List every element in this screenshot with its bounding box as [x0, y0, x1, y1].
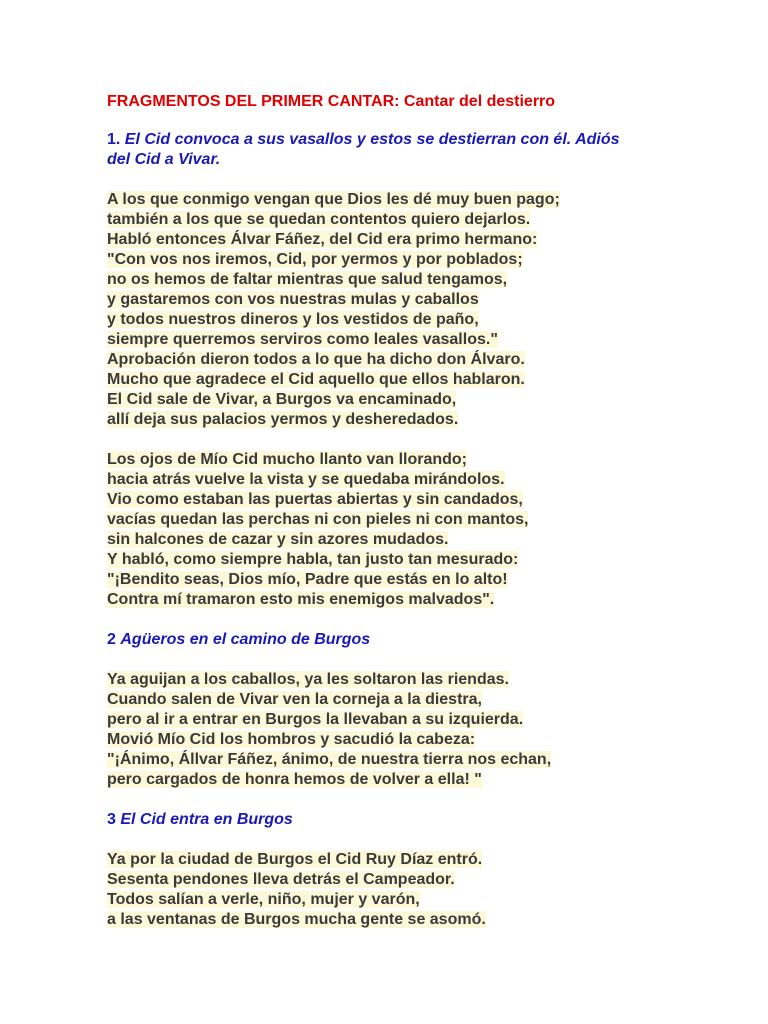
verse-line: sin halcones de cazar y sin azores mudados.	[107, 531, 449, 548]
verse-line: "¡Bendito seas, Dios mío, Padre que estás en lo alto!	[107, 571, 508, 588]
verse-line: Y habló, como siempre habla, tan justo tan mesurado:	[107, 551, 519, 568]
verse-line: pero cargados de honra hemos de volver a ella! "	[107, 771, 482, 788]
spacer	[107, 610, 747, 630]
verse-line: Movió Mío Cid los hombros y sacudió la cabeza:	[107, 731, 476, 748]
verse-line: Cuando salen de Vivar ven la corneja a la diestra,	[107, 691, 482, 708]
section-heading-text: Agüeros en el camino de Burgos	[120, 631, 371, 648]
spacer	[107, 112, 747, 130]
stanza	[107, 670, 747, 790]
verse-line: Vio como estaban las puertas abiertas y sin candados,	[107, 491, 523, 508]
document-title: FRAGMENTOS DEL PRIMER CANTAR: Cantar del destierro	[107, 93, 556, 110]
verse-line: Aprobación dieron todos a lo que ha dicho don Álvaro.	[107, 351, 525, 368]
verse-line: vacías quedan las perchas ni con pieles ni con mantos,	[107, 511, 529, 528]
verse-line: Sesenta pendones lleva detrás el Campeador.	[107, 871, 455, 888]
section-heading-2	[107, 630, 747, 650]
section-heading-1	[107, 130, 747, 170]
verse-line: El Cid sale de Vivar, a Burgos va encaminado,	[107, 391, 457, 408]
stanza	[107, 850, 747, 930]
stanza	[107, 450, 747, 610]
verse-line: Ya por la ciudad de Burgos el Cid Ruy Díaz entró.	[107, 851, 483, 868]
verse-line: "Con vos nos iremos, Cid, por yermos y por poblados;	[107, 251, 523, 268]
section-heading-text: El Cid convoca a sus vasallos y estos se destierran con él. Adiós	[124, 131, 620, 148]
stanza	[107, 190, 747, 430]
verse-line: Contra mí tramaron esto mis enemigos malvados".	[107, 591, 495, 608]
verse-line: hacia atrás vuelve la vista y se quedaba mirándolos.	[107, 471, 505, 488]
verse-line: Los ojos de Mío Cid mucho llanto van llorando;	[107, 451, 468, 468]
section-heading-text: del Cid a Vivar.	[107, 151, 221, 168]
verse-line: "¡Ánimo, Állvar Fáñez, ánimo, de nuestra tierra nos echan,	[107, 751, 552, 768]
verse-line: no os hemos de faltar mientras que salud tengamos,	[107, 271, 508, 288]
verse-line: A los que conmigo vengan que Dios les dé muy buen pago;	[107, 191, 560, 208]
verse-line: Habló entonces Álvar Fáñez, del Cid era primo hermano:	[107, 231, 538, 248]
section-number: 2	[107, 631, 116, 648]
section-heading-3	[107, 810, 747, 830]
verse-line: y todos nuestros dineros y los vestidos de paño,	[107, 311, 479, 328]
verse-line: siempre querremos serviros como leales vasallos."	[107, 331, 498, 348]
verse-line: y gastaremos con vos nuestras mulas y caballos	[107, 291, 479, 308]
verse-line: a las ventanas de Burgos mucha gente se asomó.	[107, 911, 486, 928]
section-number: 1.	[107, 131, 121, 148]
verse-line: allí deja sus palacios yermos y desheredados.	[107, 411, 459, 428]
spacer	[107, 790, 747, 810]
spacer	[107, 830, 747, 850]
document-page	[107, 92, 747, 930]
verse-line: Ya aguijan a los caballos, ya les soltaron las riendas.	[107, 671, 509, 688]
verse-line: pero al ir a entrar en Burgos la llevaban a su izquierda.	[107, 711, 524, 728]
verse-line: también a los que se quedan contentos quiero dejarlos.	[107, 211, 531, 228]
section-number: 3	[107, 811, 116, 828]
section-heading-text: El Cid entra en Burgos	[120, 811, 293, 828]
verse-line: Todos salían a verle, niño, mujer y varón,	[107, 891, 420, 908]
verse-line: Mucho que agradece el Cid aquello que ellos hablaron.	[107, 371, 525, 388]
spacer	[107, 650, 747, 670]
spacer	[107, 170, 747, 190]
spacer	[107, 430, 747, 450]
